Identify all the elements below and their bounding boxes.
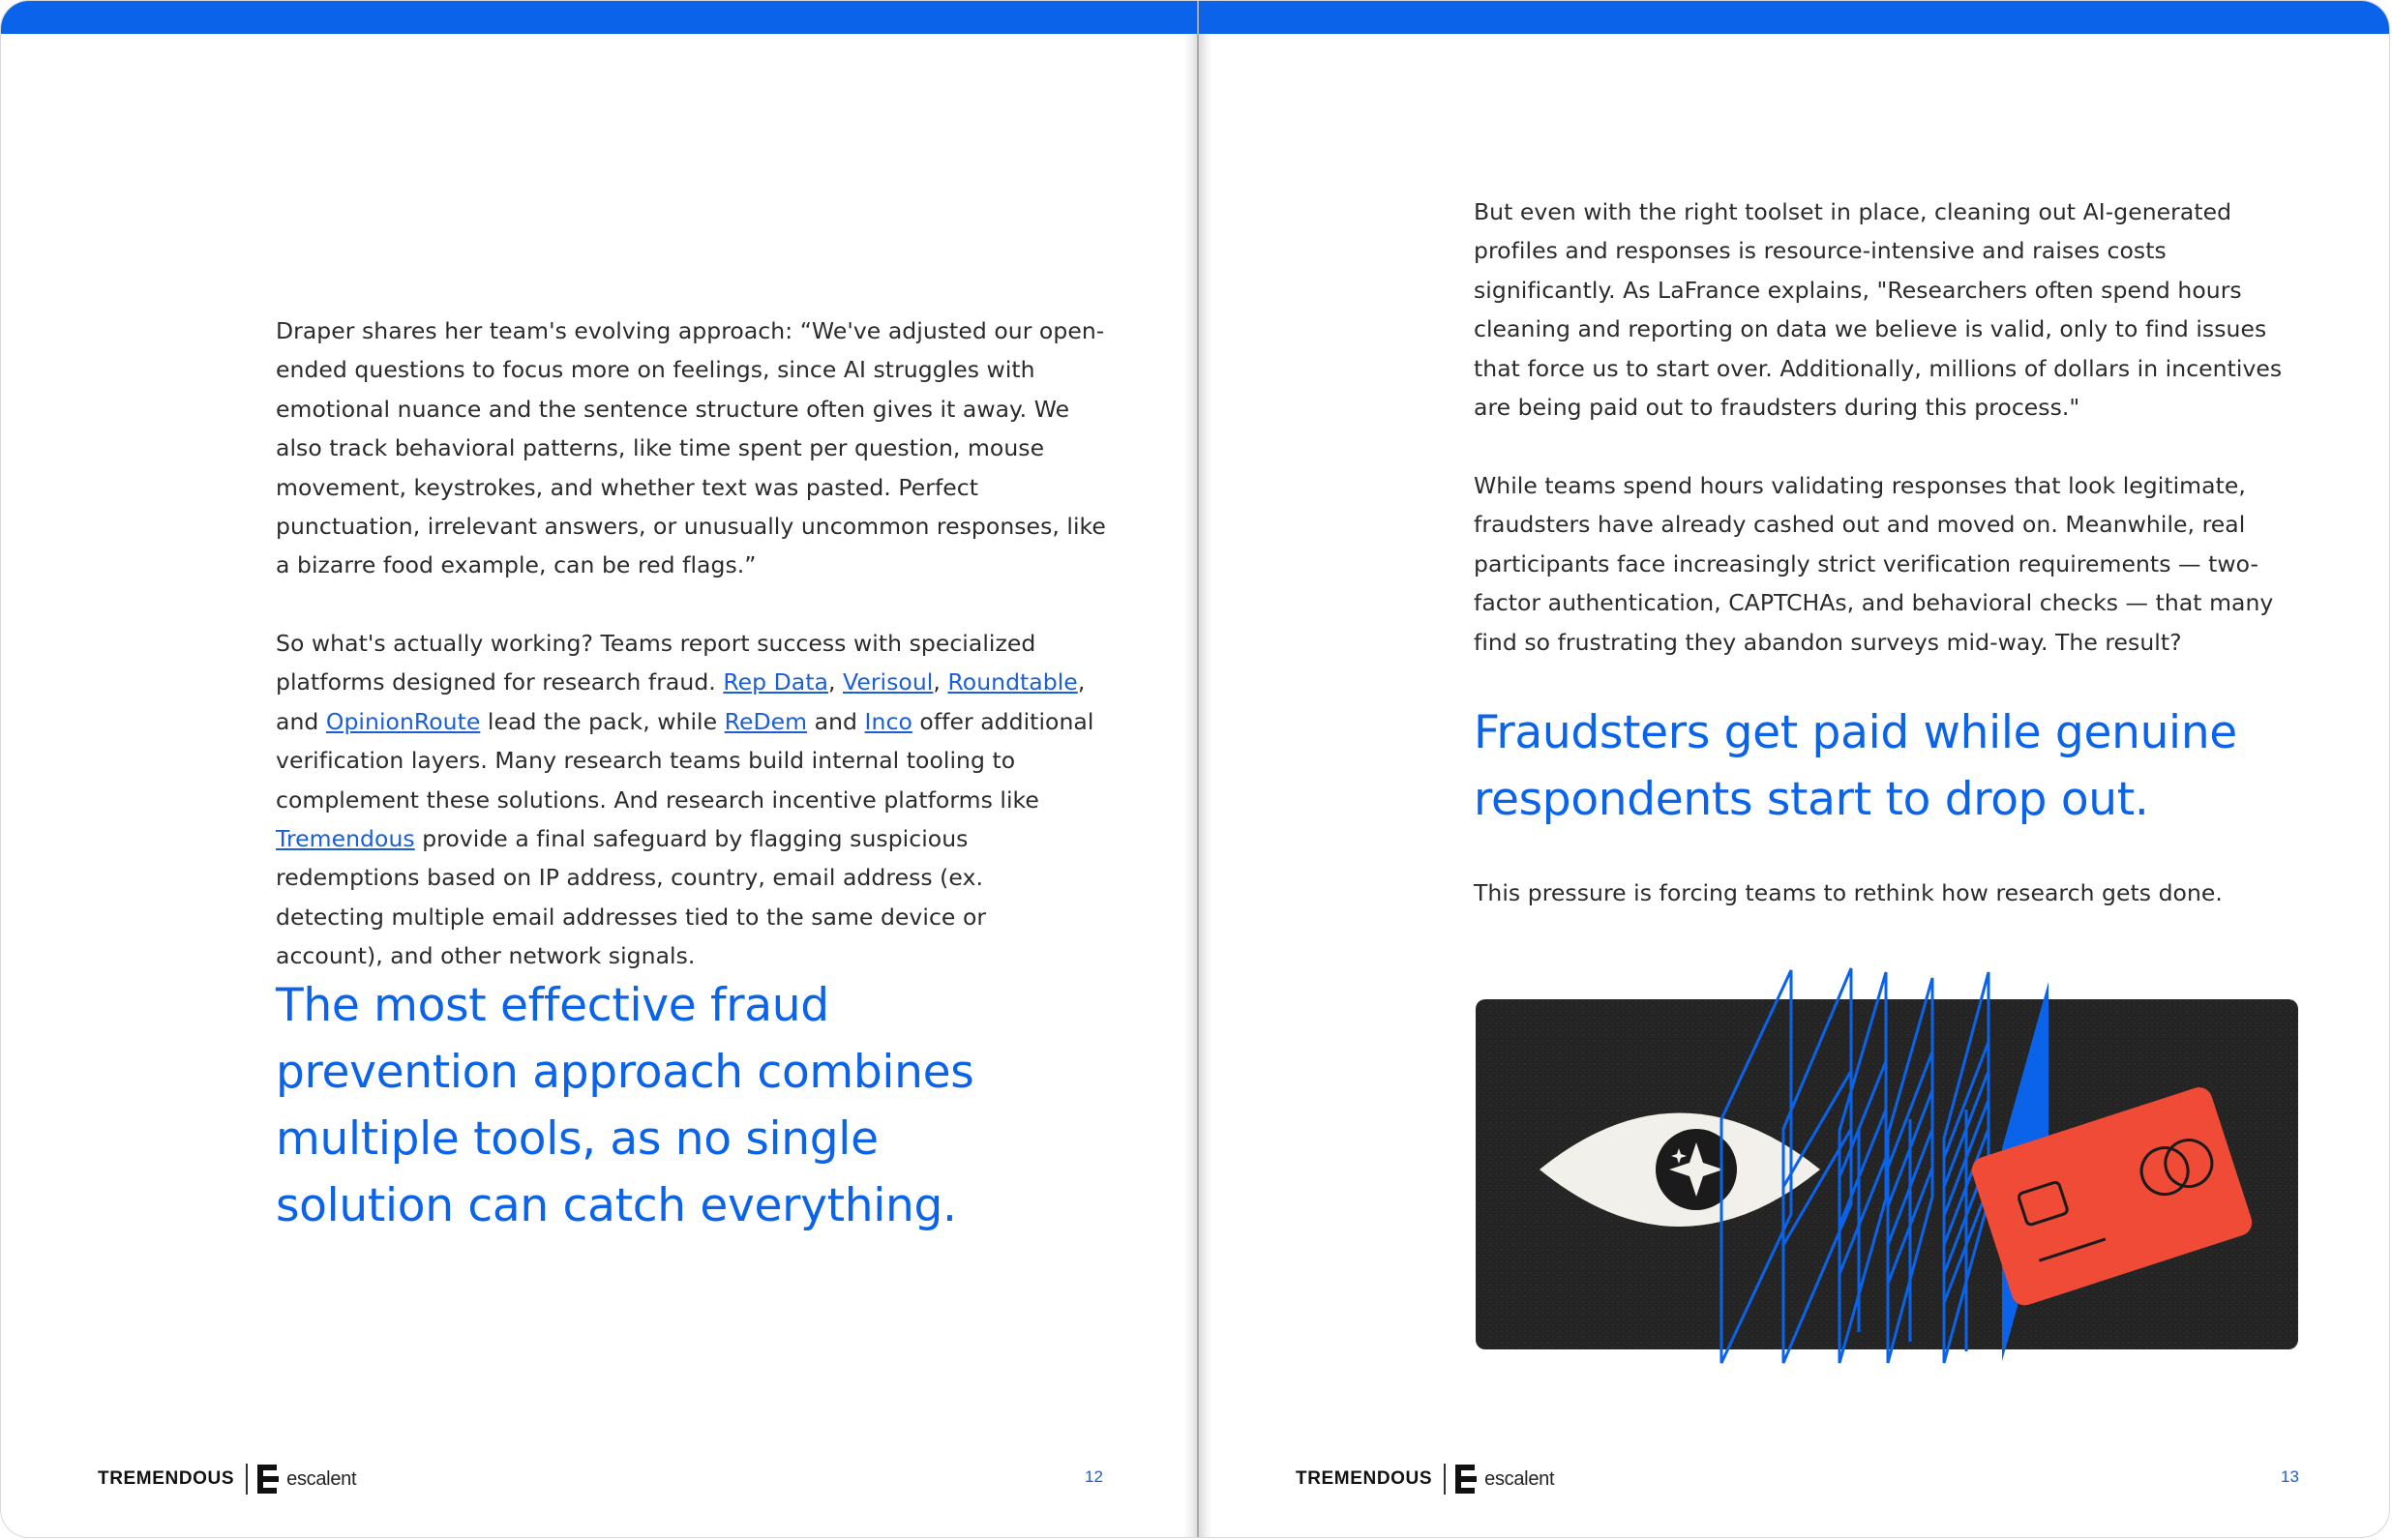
left-paragraph-2: So what's actually working? Teams report success with specialized platforms designed for research fraud. Rep Data, Verisoul, Roundtable, and OpinionRoute lead the pack, while ReDem and Inco offer additional verification layers. Many research teams build internal tooling to complement these solutions. And research incentive platforms like Tremendous provide a final safeguard by flagging suspicious redemptions based on IP address, country, email address (ex. detecting multiple email addresses tied to the same device or account), and other network signals. bbox=[276, 630, 1094, 970]
para2-lead: lead the pack, while bbox=[487, 707, 718, 735]
para2-rest: provide a final safeguard by flagging suspicious redemptions based on IP address, country, email address (ex. detecting multiple email addresses tied to the same device or account), and other network signals. bbox=[276, 825, 987, 970]
tremendous-logo-text: TREMENDOUS bbox=[1296, 1468, 1433, 1489]
link-redem[interactable]: ReDem bbox=[724, 707, 808, 735]
escalent-logo-text: escalent bbox=[1484, 1467, 1555, 1490]
link-roundtable[interactable]: Roundtable bbox=[947, 668, 1078, 696]
left-paragraph-1: Draper shares her team's evolving approach: “We've adjusted our open-ended questions to focus more on feelings, since AI struggles with emotional nuance and the sentence structure often gives it away. We also track behavioral patterns, like time spent per question, mouse movement, keystrokes, and whether text was pasted. Perfect punctuation, irrelevant answers, or unusually uncommon responses, like a bizarre food example, can be red flags.” bbox=[276, 317, 1106, 579]
escalent-logo-text: escalent bbox=[286, 1467, 357, 1490]
para2-and-2: and bbox=[814, 707, 858, 735]
right-paragraph-1: But even with the right toolset in place, cleaning out AI-generated profiles and responses is resource-intensive and raises costs significantly. As LaFrance explains, "Researchers often spend hours cleaning and reporting on data we believe is valid, only to find issues that force us to start over. Additionally, millions of dollars in incentives are being paid out to fraudsters during this process." bbox=[1474, 198, 2283, 422]
fraud-illustration bbox=[1472, 964, 2304, 1380]
top-accent-bar bbox=[1, 1, 2389, 34]
right-pullquote: Fraudsters get paid while genuine respondents start to drop out. bbox=[1474, 706, 2237, 826]
right-footer-logo bbox=[1296, 1464, 1554, 1495]
escalent-logo-icon bbox=[1455, 1465, 1477, 1494]
logo-divider bbox=[1444, 1464, 1446, 1495]
right-paragraph-2: While teams spend hours validating responses that look legitimate, fraudsters have already cashed out and moved on. Meanwhile, real participants face increasingly strict verification requirements — two-factor authentication, CAPTCHAs, and behavioral checks — that many find so frustrating they abandon surveys mid-way. The result? bbox=[1474, 472, 2274, 656]
left-pullquote: The most effective fraud prevention approach combines multiple tools, as no single solution can catch everything. bbox=[276, 979, 974, 1232]
logo-divider bbox=[246, 1464, 248, 1495]
link-opinionroute[interactable]: OpinionRoute bbox=[325, 707, 481, 735]
tremendous-logo-text: TREMENDOUS bbox=[98, 1468, 235, 1489]
link-rep-data[interactable]: Rep Data bbox=[723, 668, 828, 696]
left-footer-logo bbox=[98, 1464, 356, 1495]
para2-offer: offer additional verification layers. Many research teams build internal tooling to complement these solutions. And research incentive platforms like bbox=[276, 707, 1094, 814]
right-paragraph-3: This pressure is forcing teams to rethink how research gets done. bbox=[1474, 879, 2223, 906]
escalent-logo-icon bbox=[257, 1465, 279, 1494]
link-verisoul[interactable]: Verisoul bbox=[843, 668, 934, 696]
page-gutter-shadow-right bbox=[1199, 34, 1212, 1538]
right-page-number: 13 bbox=[2281, 1467, 2299, 1486]
para2-and-1: and bbox=[276, 707, 319, 735]
link-tremendous[interactable]: Tremendous bbox=[276, 825, 415, 853]
left-page-number: 12 bbox=[1085, 1467, 1103, 1486]
para2-intro: So what's actually working? Teams report success with specialized platforms designed for research fraud. bbox=[276, 630, 1036, 696]
link-inco[interactable]: Inco bbox=[864, 707, 912, 735]
